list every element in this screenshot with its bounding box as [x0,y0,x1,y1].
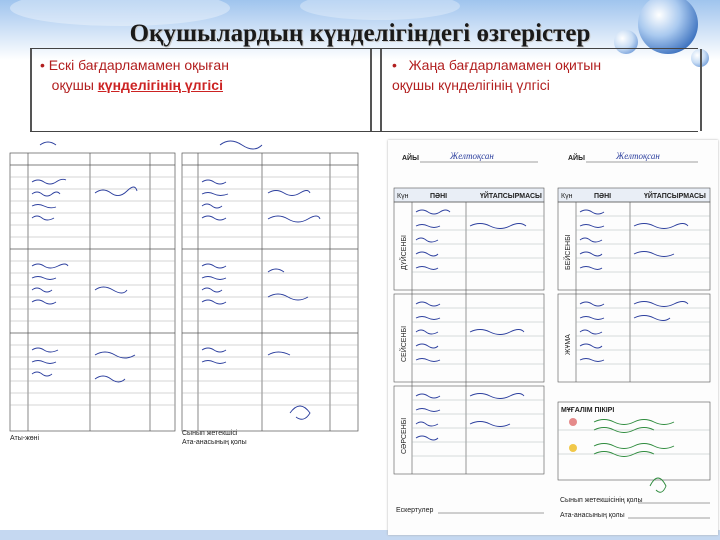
new-caption-line1: Жаңа бағдарламамен оқитын [408,57,602,73]
old-diary-scan [0,135,370,445]
old-diary-footer-right2: Ата-анасының қолы [182,439,247,445]
col-subject-right: ПӘНІ [594,193,612,200]
old-diary-footer-left: Аты-жөні [10,435,40,442]
old-program-column [30,49,372,131]
new-diary-footer-right2: Ата-анасының қолы [560,512,625,519]
col-day-left: Күн [397,193,409,200]
sticker-icon [569,418,577,426]
day-tuesday: СЕЙСЕНБІ [401,325,408,362]
star-icon [569,444,577,452]
month-label-left: АЙЫ [402,155,419,162]
teacher-comment-handwriting [594,420,674,493]
col-task-right: ҮЙТАПСЫРМАСЫ [644,193,706,200]
new-program-column [380,49,702,131]
new-caption-line2: оқушы күнделігінің үлгісі [392,77,550,93]
col-subject-left: ПӘНІ [430,193,448,200]
bullet-icon: • [40,57,45,73]
month-value-left: Желтоқсан [450,151,494,161]
old-caption-prefix: оқушы [51,77,98,93]
new-program-caption [392,55,692,95]
new-diary-pages [388,140,718,535]
old-diary-footer-right1: Сынып жетекшісі [182,430,238,437]
old-caption-underlined: күнделігінің үлгісі [97,77,223,93]
comparison-header [30,48,698,132]
day-monday: ДҮЙСЕНБІ [401,235,408,270]
col-day-right: Күн [561,193,573,200]
new-diary-handwriting-right [580,210,688,362]
old-program-caption [40,55,370,95]
new-diary-sample [388,140,718,535]
old-caption-line1: Ескі бағдарламамен оқыған [48,57,229,73]
col-task-left: ҮЙТАПСЫРМАСЫ [480,193,542,200]
month-label-right: АЙЫ [568,155,585,162]
teacher-comment-label: МҰҒАЛІМ ПІКІРІ [561,407,615,414]
new-diary-handwriting-left [416,210,526,440]
day-wednesday: СӘРСЕНБІ [401,417,408,454]
new-diary-footer-right1: Сынып жетекшісінің қолы [560,497,643,504]
day-thursday: БЕЙСЕНБІ [565,234,572,270]
month-value-right: Желтоқсан [616,151,660,161]
bullet-icon: • [392,57,397,73]
day-friday: ЖҰМА [565,334,572,355]
new-diary-footer-left: Ескертулер [396,507,434,514]
page-title: Оқушылардың күнделігіндегі өзгерістер [129,20,591,47]
